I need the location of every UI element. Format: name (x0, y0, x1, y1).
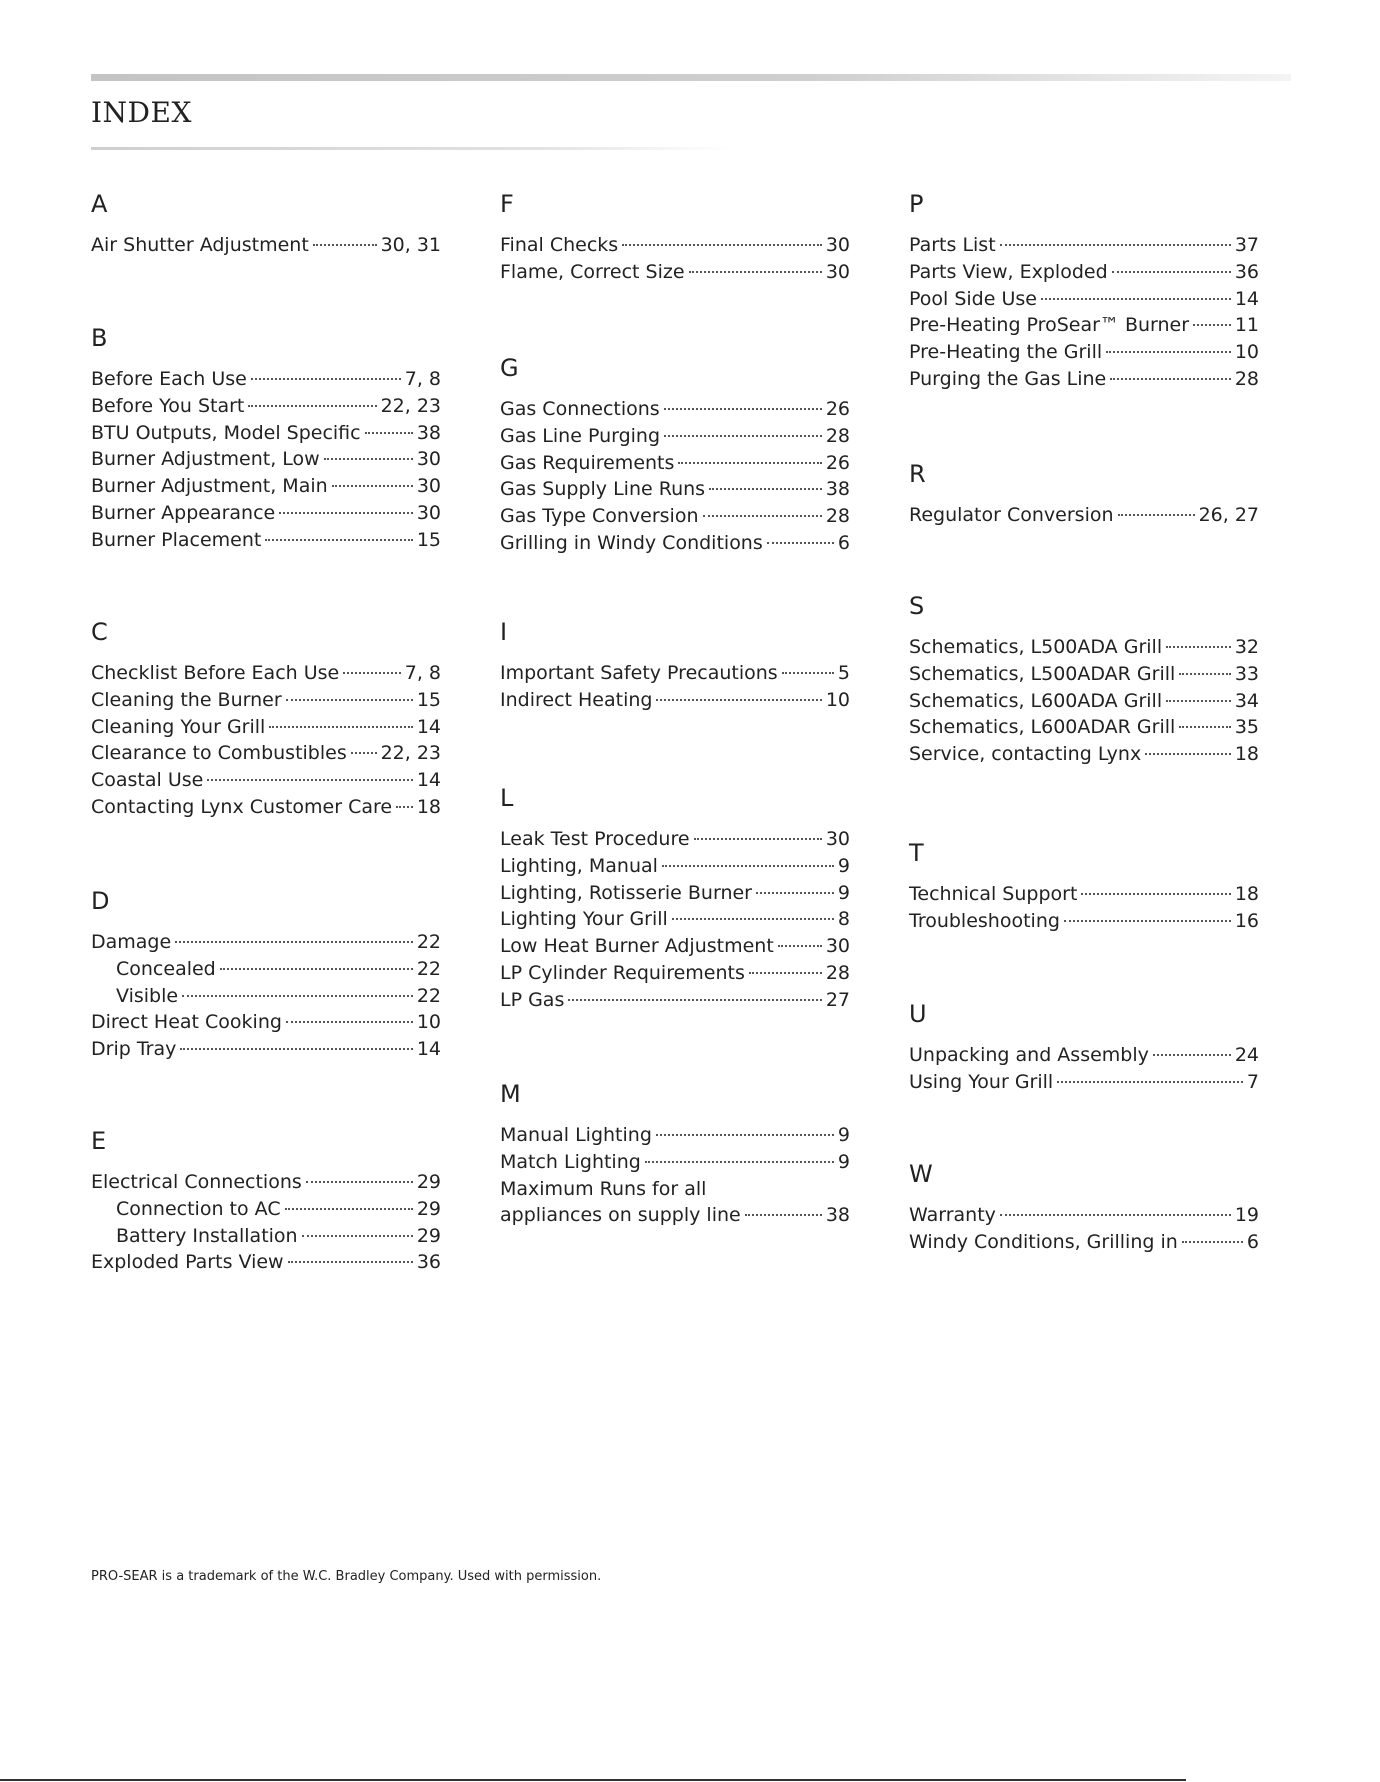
dot-leader (1182, 1241, 1243, 1243)
dot-leader (265, 539, 412, 541)
dot-leader (332, 485, 413, 487)
entry-page: 11 (1234, 314, 1259, 337)
index-entry (91, 527, 441, 554)
entry-page: 8 (837, 908, 850, 931)
entry-page: 28 (825, 424, 850, 447)
entry-page: 33 (1234, 662, 1259, 685)
entry-page: 18 (1234, 883, 1259, 905)
index-entry (91, 660, 441, 687)
entry-page: 10 (825, 688, 850, 711)
dot-leader (1179, 673, 1231, 675)
entry-list (91, 1169, 441, 1276)
entry-page: 29 (416, 1171, 441, 1193)
dot-leader (286, 1021, 413, 1023)
entry-label: Lighting, Rotisserie Burner (500, 881, 752, 904)
dot-leader (694, 838, 822, 840)
entry-label: Cleaning the Burner (91, 688, 282, 711)
entry-label: appliances on supply line (500, 1204, 741, 1227)
dot-leader (678, 462, 821, 464)
dot-leader (180, 1048, 412, 1050)
section-letter: T (909, 839, 924, 867)
entry-page: 5 (837, 662, 850, 684)
entry-label: Direct Heat Cooking (91, 1011, 282, 1034)
index-entry (500, 259, 850, 286)
entry-label: Clearance to Combustibles (91, 742, 347, 765)
index-section-i (500, 616, 850, 714)
entry-page: 15 (416, 528, 441, 551)
index-entry (91, 1036, 441, 1063)
dot-leader (251, 378, 401, 380)
dot-leader (1064, 920, 1231, 922)
entry-label: Gas Supply Line Runs (500, 478, 706, 501)
section-letter: W (909, 1160, 933, 1188)
entry-label: Air Shutter Adjustment (91, 234, 309, 256)
entry-label: Checklist Before Each Use (91, 662, 340, 684)
bottom-rule (0, 1779, 1186, 1781)
entry-label: Gas Connections (500, 398, 660, 420)
dot-leader (664, 408, 822, 410)
entry-label: Unpacking and Assembly (909, 1044, 1149, 1066)
index-entry (909, 741, 1259, 768)
index-entry (91, 393, 441, 420)
dot-leader (756, 892, 834, 894)
entry-page: 38 (416, 421, 441, 444)
index-entry (909, 1042, 1259, 1069)
section-letter: S (909, 592, 925, 620)
entry-label: Parts List (909, 234, 996, 256)
index-entry (91, 740, 441, 767)
dot-leader (749, 972, 822, 974)
entry-list (500, 396, 850, 557)
entry-page: 30 (825, 828, 850, 850)
top-rule (91, 74, 1291, 81)
dot-leader (1041, 298, 1231, 300)
entry-page: 6 (1246, 1230, 1259, 1253)
entry-page: 24 (1234, 1044, 1259, 1066)
index-entry (500, 1122, 850, 1149)
entry-page: 10 (416, 1011, 441, 1034)
entry-page: 38 (825, 478, 850, 501)
entry-label: Concealed (116, 957, 216, 980)
index-entry (500, 423, 850, 450)
entry-label: Damage (91, 931, 172, 953)
entry-page: 28 (1234, 367, 1259, 390)
index-entry (500, 987, 850, 1014)
entry-page: 9 (837, 1150, 850, 1173)
dot-leader (689, 271, 822, 273)
section-letter: E (91, 1127, 107, 1155)
dot-leader (1112, 271, 1231, 273)
entry-label: Gas Line Purging (500, 424, 661, 447)
dot-leader (745, 1214, 822, 1216)
entry-label: Flame, Correct Size (500, 260, 685, 283)
entry-label: Coastal Use (91, 769, 204, 792)
dot-leader (1166, 646, 1231, 648)
index-entry (909, 339, 1259, 366)
index-section-g (500, 352, 850, 557)
dot-leader (568, 999, 821, 1001)
entry-label: Service, contacting Lynx (909, 743, 1142, 766)
dot-leader (175, 941, 413, 943)
index-entry (91, 500, 441, 527)
section-letter: G (500, 354, 519, 382)
entry-list (909, 232, 1259, 393)
entry-page: 29 (416, 1197, 441, 1220)
entry-label: Final Checks (500, 234, 619, 256)
index-section-s (909, 590, 1259, 768)
entry-label: Gas Type Conversion (500, 505, 699, 528)
index-entry (500, 880, 850, 907)
entry-list (91, 366, 441, 554)
entry-page: 22, 23 (380, 742, 441, 765)
index-entry (91, 473, 441, 500)
entry-list (909, 881, 1259, 935)
index-entry (500, 933, 850, 960)
dot-leader (1145, 753, 1231, 755)
index-entry (500, 853, 850, 880)
entry-label: Burner Appearance (91, 501, 276, 524)
index-entry (91, 956, 441, 983)
entry-page: 9 (837, 854, 850, 877)
index-entry (91, 446, 441, 473)
index-entry (91, 767, 441, 794)
entry-label: Troubleshooting (909, 909, 1060, 932)
section-letter: C (91, 618, 108, 646)
index-entry (91, 366, 441, 393)
index-entry (909, 908, 1259, 935)
entry-page: 30 (825, 234, 850, 256)
entry-page: 30 (416, 448, 441, 471)
entry-page: 26 (825, 398, 850, 420)
entry-label: Indirect Heating (500, 688, 653, 711)
entry-label: Gas Requirements (500, 451, 675, 474)
index-entry (500, 1149, 850, 1176)
dot-leader (622, 244, 822, 246)
entry-list (91, 929, 441, 1063)
index-entry (909, 1229, 1259, 1256)
entry-page: 9 (837, 881, 850, 904)
index-entry (909, 312, 1259, 339)
dot-leader (306, 1181, 413, 1183)
index-entry (500, 1176, 850, 1203)
index-entry (500, 450, 850, 477)
index-entry (500, 503, 850, 530)
entry-label: Cleaning Your Grill (91, 715, 266, 738)
title-rule (91, 147, 731, 150)
index-entry (909, 714, 1259, 741)
index-entry (91, 714, 441, 741)
entry-page: 14 (1234, 287, 1259, 310)
entry-label: Electrical Connections (91, 1171, 302, 1193)
entry-label: Parts View, Exploded (909, 260, 1108, 283)
index-entry (500, 687, 850, 714)
entry-page: 6 (837, 531, 850, 554)
entry-page: 18 (1234, 743, 1259, 766)
entry-label: Exploded Parts View (91, 1251, 284, 1274)
index-section-l (500, 782, 850, 1014)
dot-leader (1106, 351, 1231, 353)
dot-leader (1166, 700, 1231, 702)
index-entry (909, 688, 1259, 715)
index-entry (500, 660, 850, 687)
index-section-a (91, 188, 441, 259)
entry-label: Schematics, L600ADA Grill (909, 689, 1163, 712)
entry-page: 27 (825, 988, 850, 1011)
dot-leader (664, 435, 822, 437)
entry-label: Lighting, Manual (500, 854, 658, 877)
dot-leader (285, 1208, 413, 1210)
dot-leader (182, 995, 413, 997)
index-section-r (909, 458, 1259, 529)
entry-page: 14 (416, 769, 441, 792)
entry-list (500, 1122, 850, 1229)
dot-leader (703, 515, 822, 517)
dot-leader (365, 432, 413, 434)
dot-leader (207, 779, 412, 781)
entry-page: 37 (1234, 234, 1259, 256)
dot-leader (396, 806, 413, 808)
entry-page: 14 (416, 1038, 441, 1061)
index-entry (500, 826, 850, 853)
entry-label: Schematics, L500ADA Grill (909, 636, 1163, 658)
entry-list (909, 1042, 1259, 1096)
index-entry (91, 929, 441, 956)
entry-label: Pool Side Use (909, 287, 1037, 310)
entry-list (500, 232, 850, 286)
entry-page: 7, 8 (404, 368, 441, 390)
dot-leader (1179, 726, 1231, 728)
index-entry (500, 960, 850, 987)
entry-list (91, 232, 441, 259)
dot-leader (767, 542, 834, 544)
entry-page: 14 (416, 715, 441, 738)
entry-label: Schematics, L600ADAR Grill (909, 716, 1176, 739)
index-section-c (91, 616, 441, 821)
dot-leader (656, 1134, 834, 1136)
entry-page: 30 (825, 935, 850, 958)
index-entry (909, 881, 1259, 908)
index-entry (500, 906, 850, 933)
index-entry (909, 502, 1259, 529)
entry-label: BTU Outputs, Model Specific (91, 421, 361, 444)
section-letter: P (909, 190, 924, 218)
entry-label: Match Lighting (500, 1150, 641, 1173)
entry-page: 10 (1234, 341, 1259, 364)
index-section-w (909, 1158, 1259, 1256)
entry-label: Purging the Gas Line (909, 367, 1107, 390)
dot-leader (778, 945, 822, 947)
entry-page: 9 (837, 1124, 850, 1146)
dot-leader (351, 752, 377, 754)
entry-page: 30 (416, 501, 441, 524)
index-entry (500, 396, 850, 423)
entry-page: 26, 27 (1198, 504, 1259, 526)
entry-label: Schematics, L500ADAR Grill (909, 662, 1176, 685)
entry-page: 35 (1234, 716, 1259, 739)
entry-label: Lighting Your Grill (500, 908, 668, 931)
dot-leader (343, 672, 401, 674)
trademark-footnote: PRO-SEAR is a trademark of the W.C. Bradley Company. Used with permission. (91, 1569, 602, 1584)
index-entry (909, 259, 1259, 286)
entry-page: 34 (1234, 689, 1259, 712)
index-section-p (909, 188, 1259, 393)
index-entry (909, 661, 1259, 688)
index-entry (91, 420, 441, 447)
entry-page: 19 (1234, 1204, 1259, 1226)
entry-label: Warranty (909, 1204, 996, 1226)
dot-leader (662, 865, 834, 867)
index-entry (91, 1196, 441, 1223)
index-entry (91, 1169, 441, 1196)
index-entry (500, 232, 850, 259)
section-letter: R (909, 460, 926, 488)
entry-page: 22, 23 (380, 394, 441, 417)
index-entry (909, 286, 1259, 313)
entry-label: Technical Support (909, 883, 1078, 905)
index-section-d (91, 885, 441, 1063)
entry-label: Drip Tray (91, 1038, 177, 1061)
dot-leader (269, 726, 413, 728)
entry-label: Battery Installation (116, 1224, 298, 1247)
section-letter: I (500, 618, 508, 646)
entry-page: 22 (416, 984, 441, 1007)
index-entry (500, 476, 850, 503)
index-entry (909, 232, 1259, 259)
page-title: INDEX (91, 96, 192, 129)
dot-leader (1118, 514, 1195, 516)
entry-label: Using Your Grill (909, 1070, 1054, 1093)
entry-page: 15 (416, 688, 441, 711)
entry-page: 32 (1234, 636, 1259, 658)
entry-list (500, 826, 850, 1014)
entry-label: Contacting Lynx Customer Care (91, 795, 393, 818)
dot-leader (279, 512, 413, 514)
index-entry (909, 1069, 1259, 1096)
section-letter: L (500, 784, 514, 812)
entry-page: 7, 8 (404, 662, 441, 684)
index-entry (91, 1009, 441, 1036)
entry-page: 36 (1234, 260, 1259, 283)
dot-leader (220, 968, 413, 970)
dot-leader (324, 458, 413, 460)
entry-label: LP Gas (500, 988, 565, 1011)
entry-page: 28 (825, 961, 850, 984)
entry-list (909, 634, 1259, 768)
index-entry (91, 687, 441, 714)
dot-leader (1153, 1054, 1231, 1056)
index-section-f (500, 188, 850, 286)
entry-page: 28 (825, 505, 850, 528)
entry-label: Maximum Runs for all (500, 1177, 707, 1200)
dot-leader (1193, 324, 1231, 326)
dot-leader (1081, 893, 1230, 895)
entry-label: Connection to AC (116, 1197, 281, 1220)
index-entry (91, 1249, 441, 1276)
entry-list (91, 660, 441, 821)
entry-list (909, 502, 1259, 529)
entry-page: 36 (416, 1251, 441, 1274)
entry-page: 7 (1246, 1070, 1259, 1093)
entry-label: LP Cylinder Requirements (500, 961, 745, 984)
dot-leader (288, 1261, 413, 1263)
dot-leader (672, 918, 834, 920)
dot-leader (645, 1161, 834, 1163)
section-letter: D (91, 887, 110, 915)
index-entry (500, 530, 850, 557)
entry-page: 30, 31 (380, 234, 441, 256)
entry-page: 22 (416, 957, 441, 980)
entry-label: Leak Test Procedure (500, 828, 690, 850)
entry-label: Burner Adjustment, Main (91, 475, 328, 498)
entry-list (500, 660, 850, 714)
dot-leader (313, 244, 377, 246)
index-entry (91, 983, 441, 1010)
dot-leader (1000, 244, 1231, 246)
dot-leader (302, 1235, 413, 1237)
index-section-m (500, 1078, 850, 1229)
entry-page: 22 (416, 931, 441, 953)
entry-page: 26 (825, 451, 850, 474)
index-section-b (91, 322, 441, 554)
entry-label: Manual Lighting (500, 1124, 652, 1146)
index-entry (500, 1202, 850, 1229)
entry-list (909, 1202, 1259, 1256)
index-section-t (909, 837, 1259, 935)
section-letter: M (500, 1080, 521, 1108)
index-entry (909, 1202, 1259, 1229)
entry-label: Burner Placement (91, 528, 262, 551)
section-letter: F (500, 190, 514, 218)
entry-label: Pre-Heating the Grill (909, 341, 1103, 364)
dot-leader (709, 488, 822, 490)
entry-label: Low Heat Burner Adjustment (500, 935, 774, 958)
entry-label: Burner Adjustment, Low (91, 448, 320, 471)
section-letter: A (91, 190, 108, 218)
entry-label: Important Safety Precautions (500, 662, 778, 684)
entry-page: 30 (825, 260, 850, 283)
entry-page: 38 (825, 1204, 850, 1227)
section-letter: B (91, 324, 108, 352)
entry-label: Pre-Heating ProSear™ Burner (909, 314, 1190, 337)
dot-leader (1057, 1081, 1243, 1083)
dot-leader (248, 405, 376, 407)
index-section-u (909, 998, 1259, 1096)
entry-page: 16 (1234, 909, 1259, 932)
dot-leader (1000, 1214, 1231, 1216)
dot-leader (286, 699, 413, 701)
entry-page: 30 (416, 475, 441, 498)
dot-leader (1110, 378, 1231, 380)
entry-label: Regulator Conversion (909, 504, 1114, 526)
index-entry (91, 232, 441, 259)
index-entry (91, 794, 441, 821)
dot-leader (782, 672, 834, 674)
index-entry (909, 366, 1259, 393)
entry-label: Visible (116, 984, 179, 1007)
entry-label: Grilling in Windy Conditions (500, 531, 763, 554)
index-entry (91, 1223, 441, 1250)
entry-page: 18 (416, 795, 441, 818)
section-letter: U (909, 1000, 927, 1028)
index-section-e (91, 1125, 441, 1276)
entry-label: Before Each Use (91, 368, 247, 390)
index-entry (909, 634, 1259, 661)
entry-label: Before You Start (91, 394, 245, 417)
entry-page: 29 (416, 1224, 441, 1247)
dot-leader (656, 699, 821, 701)
entry-label: Windy Conditions, Grilling in (909, 1230, 1178, 1253)
